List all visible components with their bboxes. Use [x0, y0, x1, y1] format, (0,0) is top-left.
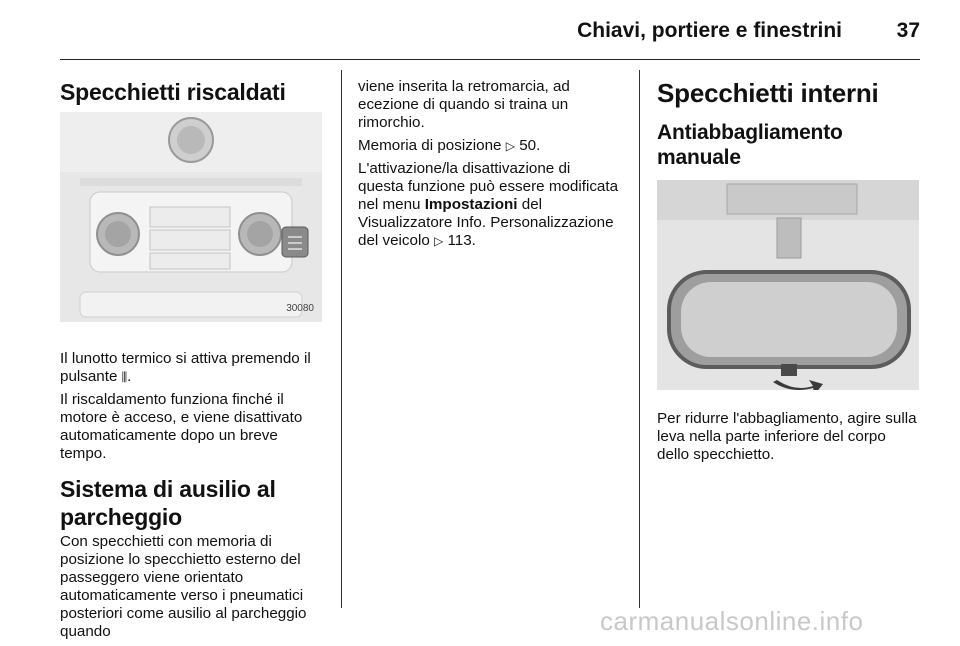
- page-reference-arrow-icon: ▷: [433, 234, 444, 248]
- climate-control-figure: [60, 112, 322, 322]
- section-heading-parking-assist: Sistema di ausilio al parcheggio: [60, 476, 276, 530]
- paragraph-parking-assist: Con specchietti con memoria di posizione lo specchietto esterno del passeggero viene orientato automaticamente verso i pneumatici posteriori come ausilio al parcheggio quando: [60, 533, 307, 640]
- footer-watermark: carmanualsonline.info: [600, 606, 864, 636]
- paragraph-position-memory: Memoria di posizione ▷ 50.: [358, 137, 541, 154]
- paragraph-reduce-glare: Per ridurre l'abbagliamento, agire sulla leva nella parte inferiore del corpo dello specchietto.: [657, 410, 917, 463]
- menu-keyword: Impostazioni: [424, 196, 518, 213]
- column-separator-1: [341, 70, 342, 608]
- interior-mirror-figure: [657, 180, 919, 390]
- rear-defrost-icon: ⫼: [121, 370, 128, 384]
- running-header-title: Chiavi, portiere e finestrini: [577, 19, 842, 42]
- page-number: 37: [896, 19, 920, 42]
- paragraph-rear-window-heating: Il lunotto termico si attiva premendo il pulsante ⫼.: [60, 350, 311, 385]
- paragraph-reverse-gear: viene inserita la retromarcia, ad ecezione di quando si traina un rimorchio.: [358, 78, 570, 131]
- subheading-manual-antiglare: Antiabbagliamento manuale: [657, 121, 843, 169]
- paragraph-heating-duration: Il riscaldamento funziona finché il motore è acceso, e viene disattivato automaticamente dopo un breve tempo.: [60, 391, 303, 462]
- header-rule: [60, 59, 920, 60]
- paragraph-activation-settings: L'attivazione/la disattivazione di questa funzione può essere modificata nel menu Impostazioni del Visualizzatore Info. Personalizzazione del veicolo ▷ 113.: [358, 160, 619, 249]
- section-heading-heated-mirrors: Specchietti riscaldati: [60, 79, 286, 105]
- column-3: [657, 78, 919, 469]
- climate-control-illustration: [60, 112, 322, 322]
- page-reference-arrow-icon: ▷: [505, 139, 515, 153]
- column-1: [60, 78, 322, 646]
- interior-mirror-illustration: [657, 180, 919, 390]
- section-heading-interior-mirrors: Specchietti interni: [657, 78, 879, 108]
- column-2: [358, 78, 620, 255]
- figure-id: 30080: [286, 303, 314, 314]
- column-separator-2: [639, 70, 640, 608]
